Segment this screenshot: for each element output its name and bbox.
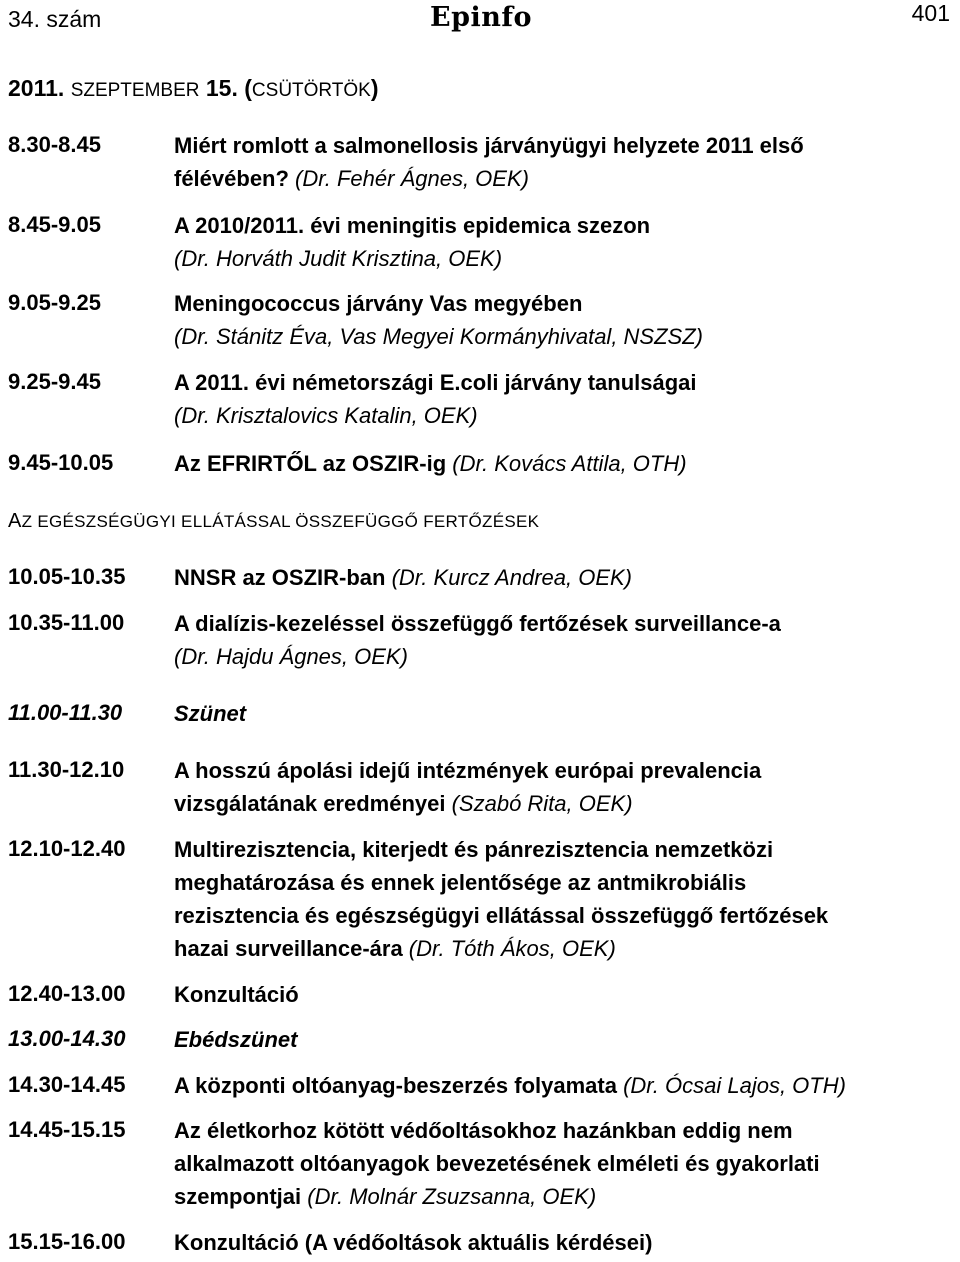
session-body: [174, 450, 960, 483]
session-body: [174, 836, 960, 968]
session-body: [174, 132, 960, 198]
session-title: A dialízis-kezeléssel összefüggő fertőzések surveillance-a: [174, 611, 781, 636]
date-close: ): [370, 75, 379, 101]
session-title-part: szempontjai: [174, 1184, 302, 1209]
session-body: [174, 757, 960, 823]
section-heading: [8, 510, 539, 533]
session-title: A központi oltóanyag-beszerzés folyamata: [174, 1073, 617, 1098]
session-title-cont: [174, 1183, 960, 1216]
session-title: A hosszú ápolási idejű intézmények európai prevalencia: [174, 758, 762, 783]
session-speaker: (Dr. Tóth Ákos, OEK): [402, 936, 616, 961]
session-title-cont: [174, 935, 960, 968]
session-time: 9.25-9.45: [8, 369, 101, 394]
session-title-line: [174, 564, 960, 597]
session-speaker: (Dr. Ócsai Lajos, OTH): [616, 1073, 846, 1098]
session-body: [174, 1026, 960, 1059]
session-body: [174, 369, 960, 435]
session-title-part: hazai surveillance-ára: [174, 936, 403, 961]
session-speaker: (Dr. Hajdu Ágnes, OEK): [174, 644, 408, 669]
session-title-cont: alkalmazott oltóanyagok bevezetésének elméleti és gyakorlati: [174, 1151, 820, 1176]
session-body: [174, 1117, 960, 1216]
session-title-cont: [174, 165, 960, 198]
issue-number: 34. szám: [8, 6, 102, 32]
session-speaker: (Dr. Molnár Zsuzsanna, OEK): [301, 1184, 597, 1209]
date-heading: [8, 75, 379, 102]
session-body: [174, 700, 960, 733]
session-body: [174, 564, 960, 597]
session-time: 14.30-14.45: [8, 1072, 126, 1097]
session-time: 9.45-10.05: [8, 450, 114, 475]
session-title: Konzultáció (A védőoltások aktuális kérdései): [174, 1230, 653, 1255]
session-title-line: [174, 1072, 960, 1105]
session-title: A 2011. évi németországi E.coli járvány tanulságai: [174, 370, 697, 395]
session-title-cont: rezisztencia és egészségügyi ellátással összefüggő fertőzések: [174, 903, 829, 928]
session-time: 12.10-12.40: [8, 836, 126, 861]
session-speaker: (Dr. Kurcz Andrea, OEK): [385, 565, 633, 590]
session-title: Az életkorhoz kötött védőoltásokhoz hazánkban eddig nem: [174, 1118, 793, 1143]
session-title: NNSR az OSZIR-ban: [174, 565, 386, 590]
session-title-line: [174, 450, 960, 483]
session-speaker: (Szabó Rita, OEK): [445, 791, 633, 816]
date-year: 2011.: [8, 75, 71, 101]
session-body: [174, 981, 960, 1014]
session-title: Meningococcus járvány Vas megyében: [174, 291, 583, 316]
session-title: Miért romlott a salmonellosis járványügyi helyzete 2011 első: [174, 133, 804, 158]
session-title-part: vizsgálatának eredményei: [174, 791, 446, 816]
session-title-cont: [174, 790, 960, 823]
session-time: 12.40-13.00: [8, 981, 126, 1006]
session-time: 14.45-15.15: [8, 1117, 126, 1142]
session-time: 8.45-9.05: [8, 212, 101, 237]
date-month: SZEPTEMBER: [70, 80, 200, 101]
session-speaker: (Dr. Stánitz Éva, Vas Megyei Kormányhivatal, NSZSZ): [174, 324, 703, 349]
session-time: 9.05-9.25: [8, 290, 101, 315]
session-body: [174, 290, 960, 356]
session-title: A 2010/2011. évi meningitis epidemica szezon: [174, 213, 651, 238]
page-number: 401: [911, 0, 950, 26]
session-time: 13.00-14.30: [8, 1026, 126, 1051]
session-speaker: (Dr. Horváth Judit Krisztina, OEK): [174, 246, 503, 271]
session-title: Az EFRIRTŐL az OSZIR-ig: [174, 451, 447, 476]
date-day: 15. (: [199, 75, 252, 101]
session-time: 8.30-8.45: [8, 132, 101, 157]
session-title: Szünet: [174, 701, 247, 726]
session-title: Ebédszünet: [174, 1027, 298, 1052]
section-heading-rest: Z EGÉSZSÉGÜGYI ELLÁTÁSSAL ÖSSZEFÜGGŐ FERTŐZÉSEK: [21, 512, 540, 531]
session-speaker: (Dr. Kovács Attila, OTH): [446, 451, 687, 476]
session-title: Multirezisztencia, kiterjedt és pánrezisztencia nemzetközi: [174, 837, 774, 862]
session-time: 11.30-12.10: [8, 757, 125, 782]
session-body: [174, 212, 960, 278]
session-speaker: (Dr. Krisztalovics Katalin, OEK): [174, 403, 478, 428]
session-body: [174, 1229, 960, 1262]
session-speaker: (Dr. Fehér Ágnes, OEK): [288, 166, 529, 191]
session-time: 11.00-11.30: [8, 700, 123, 725]
section-heading-initial: A: [8, 510, 22, 532]
date-weekday: CSÜTÖRTÖK: [251, 80, 371, 101]
session-time: 10.05-10.35: [8, 564, 126, 589]
epinfo-logo: Epinfo: [430, 2, 532, 33]
session-body: [174, 610, 960, 676]
session-title: Konzultáció: [174, 982, 299, 1007]
session-body: [174, 1072, 960, 1105]
session-title-part: félévében?: [174, 166, 289, 191]
session-time: 10.35-11.00: [8, 610, 125, 635]
session-title-cont: meghatározása és ennek jelentősége az antmikrobiális: [174, 870, 747, 895]
session-time: 15.15-16.00: [8, 1229, 126, 1254]
